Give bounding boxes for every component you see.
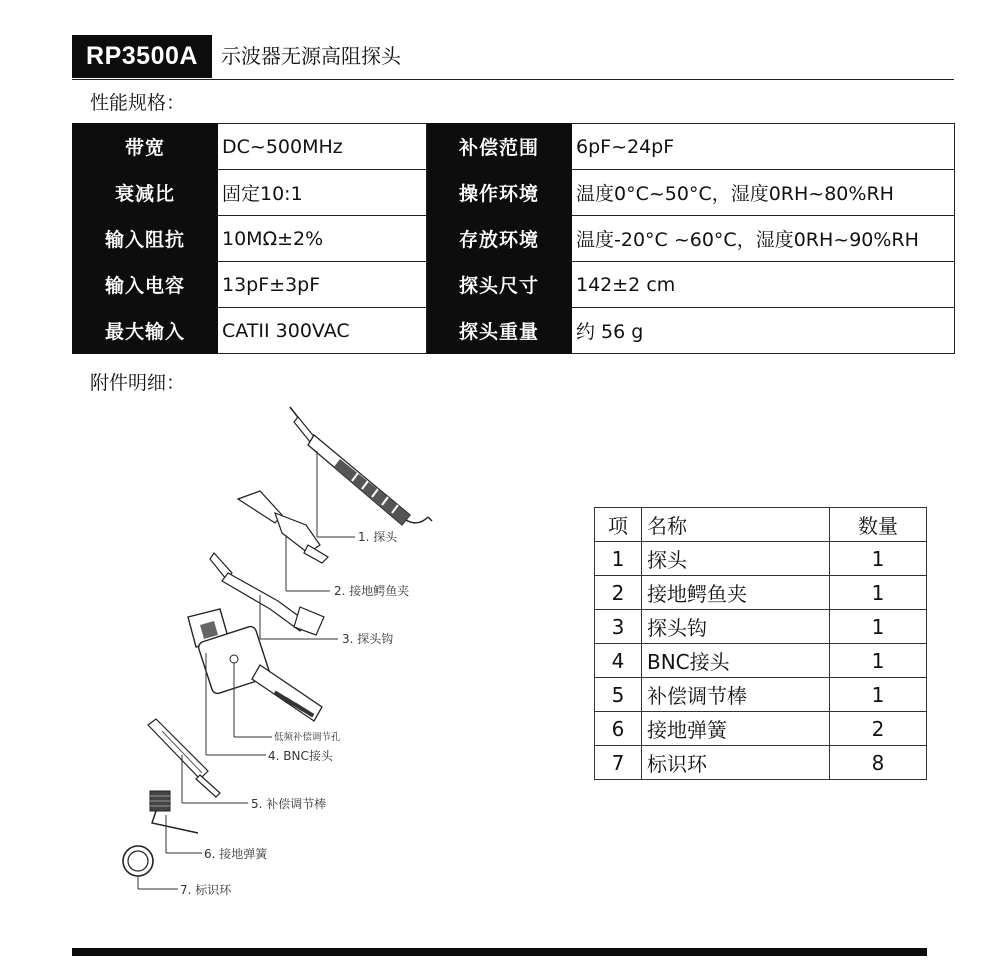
spec-key: 输入电容 (73, 262, 218, 308)
table-row (595, 712, 927, 746)
item-quantity: 1 (830, 678, 927, 712)
item-number: 5 (595, 678, 642, 712)
spec-value: 6pF~24pF (572, 124, 955, 170)
label-adjust-rod: 5. 补偿调节棒 (251, 797, 327, 811)
spring-illustration (150, 791, 202, 853)
spec-key: 操作环境 (427, 170, 572, 216)
item-quantity: 1 (830, 576, 927, 610)
item-number: 1 (595, 542, 642, 576)
item-quantity: 8 (830, 746, 927, 780)
item-number: 4 (595, 644, 642, 678)
item-number: 3 (595, 610, 642, 644)
label-bnc-hole: 低频补偿调节孔 (274, 732, 341, 743)
table-row (595, 746, 927, 780)
item-number: 7 (595, 746, 642, 780)
accessories-section-label: 附件明细： (90, 372, 186, 394)
spec-value: 固定10:1 (218, 170, 427, 216)
spec-value: CATII 300VAC (218, 308, 427, 354)
accessories-diagram (110, 395, 450, 915)
spec-key: 存放环境 (427, 216, 572, 262)
parts-header-cell: 项 (595, 508, 642, 542)
item-quantity: 1 (830, 644, 927, 678)
spec-value: 10MΩ±2% (218, 216, 427, 262)
item-name: 探头 (642, 542, 830, 576)
item-name: BNC接头 (642, 644, 830, 678)
label-hook: 3. 探头钩 (342, 632, 394, 646)
spec-table (72, 123, 955, 354)
item-quantity: 2 (830, 712, 927, 746)
parts-header-row (595, 508, 927, 542)
spec-value: 142±2 cm (572, 262, 955, 308)
spec-row (73, 124, 955, 170)
ground-clip-illustration (238, 491, 330, 591)
spec-key: 带宽 (73, 124, 218, 170)
item-name: 标识环 (642, 746, 830, 780)
label-ring: 7. 标识环 (180, 883, 232, 897)
spec-value: 温度0°C~50°C，湿度0RH~80%RH (572, 170, 955, 216)
item-name: 探头钩 (642, 610, 830, 644)
table-row (595, 576, 927, 610)
spec-key: 最大输入 (73, 308, 218, 354)
title-bar (72, 35, 954, 80)
spec-value: 13pF±3pF (218, 262, 427, 308)
spec-key: 补偿范围 (427, 124, 572, 170)
spec-key: 探头尺寸 (427, 262, 572, 308)
item-number: 2 (595, 576, 642, 610)
table-row (595, 542, 927, 576)
label-probe: 1. 探头 (358, 530, 398, 544)
parts-table (594, 507, 927, 780)
spec-row (73, 170, 955, 216)
adjust-rod-illustration (148, 719, 248, 803)
spec-value: DC~500MHz (218, 124, 427, 170)
spec-row (73, 216, 955, 262)
spec-row (73, 262, 955, 308)
label-ground-clip: 2. 接地鳄鱼夹 (334, 584, 410, 598)
spec-key: 输入阻抗 (73, 216, 218, 262)
spec-key: 衰减比 (73, 170, 218, 216)
probe-illustration (290, 407, 432, 537)
item-name: 接地鳄鱼夹 (642, 576, 830, 610)
item-name: 补偿调节棒 (642, 678, 830, 712)
table-row (595, 644, 927, 678)
label-spring: 6. 接地弹簧 (204, 847, 268, 861)
item-quantity: 1 (830, 610, 927, 644)
parts-header-cell: 名称 (642, 508, 830, 542)
spec-section-label: 性能规格： (90, 92, 186, 114)
model-badge: RP3500A (72, 35, 212, 78)
table-row (595, 610, 927, 644)
item-quantity: 1 (830, 542, 927, 576)
ring-illustration (123, 846, 178, 889)
spec-key: 探头重量 (427, 308, 572, 354)
item-name: 接地弹簧 (642, 712, 830, 746)
spec-value: 约 56 g (572, 308, 955, 354)
table-row (595, 678, 927, 712)
item-number: 6 (595, 712, 642, 746)
spec-value: 温度-20°C ~60°C，湿度0RH~90%RH (572, 216, 955, 262)
footer-bar (72, 948, 927, 956)
product-name: 示波器无源高阻探头 (221, 44, 401, 68)
spec-row (73, 308, 955, 354)
label-bnc: 4. BNC接头 (268, 749, 333, 763)
parts-header-cell: 数量 (830, 508, 927, 542)
hook-illustration (210, 553, 338, 639)
